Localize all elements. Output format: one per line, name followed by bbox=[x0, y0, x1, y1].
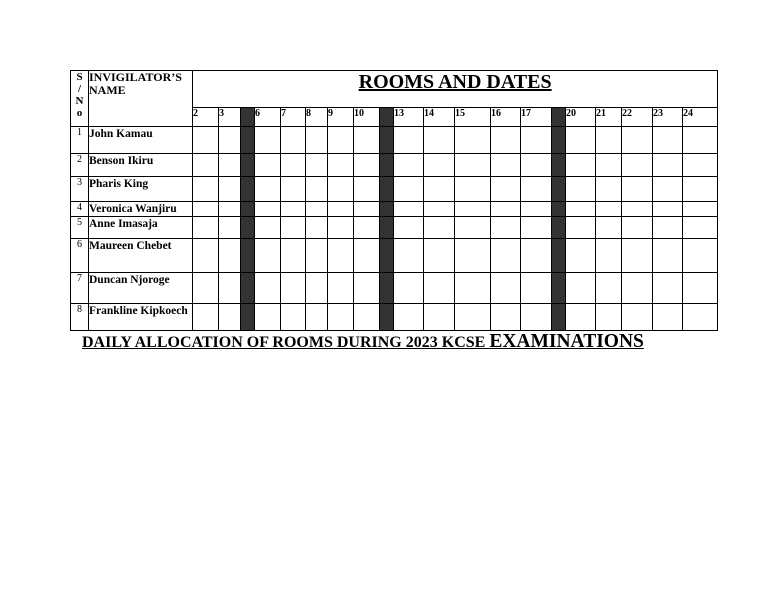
date-header-cell: 3 bbox=[219, 108, 241, 127]
allocation-cell bbox=[566, 217, 596, 239]
allocation-cell bbox=[394, 177, 424, 202]
separator-column bbox=[552, 304, 566, 331]
invigilator-name: Duncan Njoroge bbox=[89, 273, 193, 304]
allocation-cell bbox=[622, 304, 653, 331]
allocation-cell bbox=[424, 177, 455, 202]
allocation-cell bbox=[193, 217, 219, 239]
allocation-cell bbox=[255, 177, 281, 202]
allocation-cell bbox=[306, 304, 328, 331]
allocation-cell bbox=[622, 154, 653, 177]
allocation-cell bbox=[491, 304, 521, 331]
allocation-cell bbox=[328, 202, 354, 217]
allocation-cell bbox=[566, 177, 596, 202]
allocation-cell bbox=[491, 177, 521, 202]
allocation-cell bbox=[328, 273, 354, 304]
serial-number: 2 bbox=[71, 154, 89, 177]
sn-header-s: S bbox=[76, 71, 83, 83]
allocation-cell bbox=[622, 239, 653, 273]
allocation-cell bbox=[455, 127, 491, 154]
sn-header-slash: / bbox=[77, 83, 82, 95]
allocation-cell bbox=[354, 154, 380, 177]
allocation-cell bbox=[491, 202, 521, 217]
serial-number: 3 bbox=[71, 177, 89, 202]
allocation-cell bbox=[596, 177, 622, 202]
date-header-cell: 14 bbox=[424, 108, 455, 127]
separator-column bbox=[552, 177, 566, 202]
serial-number: 5 bbox=[71, 217, 89, 239]
allocation-cell bbox=[521, 202, 552, 217]
date-header-cell: 10 bbox=[354, 108, 380, 127]
allocation-cell bbox=[394, 217, 424, 239]
separator-column bbox=[552, 202, 566, 217]
allocation-cell bbox=[455, 304, 491, 331]
separator-column bbox=[241, 202, 255, 217]
allocation-cell bbox=[653, 239, 683, 273]
date-header-cell: 13 bbox=[394, 108, 424, 127]
separator-column bbox=[380, 127, 394, 154]
allocation-cell bbox=[653, 304, 683, 331]
allocation-cell bbox=[306, 217, 328, 239]
allocation-cell bbox=[683, 202, 718, 217]
allocation-cell bbox=[354, 127, 380, 154]
separator-column bbox=[552, 108, 566, 127]
date-header-cell: 22 bbox=[622, 108, 653, 127]
allocation-cell bbox=[219, 304, 241, 331]
name-header: INVIGILATOR’S NAME bbox=[89, 71, 193, 127]
allocation-cell bbox=[521, 127, 552, 154]
date-header-cell: 2 bbox=[193, 108, 219, 127]
allocation-cell bbox=[424, 202, 455, 217]
document-title-main: DAILY ALLOCATION OF ROOMS DURING 2023 KCSE bbox=[82, 334, 490, 351]
allocation-cell bbox=[354, 273, 380, 304]
allocation-cell bbox=[653, 217, 683, 239]
allocation-cell bbox=[328, 217, 354, 239]
table-row bbox=[71, 304, 718, 331]
allocation-cell bbox=[219, 154, 241, 177]
allocation-cell bbox=[653, 154, 683, 177]
allocation-cell bbox=[354, 177, 380, 202]
allocation-cell bbox=[306, 127, 328, 154]
allocation-cell bbox=[622, 127, 653, 154]
allocation-cell bbox=[424, 239, 455, 273]
allocation-cell bbox=[219, 177, 241, 202]
invigilator-name: Benson Ikiru bbox=[89, 154, 193, 177]
allocation-cell bbox=[596, 304, 622, 331]
date-header-cell: 8 bbox=[306, 108, 328, 127]
allocation-cell bbox=[566, 127, 596, 154]
allocation-cell bbox=[193, 273, 219, 304]
allocation-cell bbox=[491, 154, 521, 177]
invigilator-name: Anne Imasaja bbox=[89, 217, 193, 239]
allocation-cell bbox=[306, 273, 328, 304]
allocation-cell bbox=[354, 217, 380, 239]
allocation-cell bbox=[683, 127, 718, 154]
allocation-cell bbox=[219, 239, 241, 273]
allocation-cell bbox=[683, 177, 718, 202]
serial-number: 1 bbox=[71, 127, 89, 154]
allocation-cell bbox=[424, 154, 455, 177]
allocation-cell bbox=[281, 273, 306, 304]
table-row bbox=[71, 239, 718, 273]
allocation-cell bbox=[281, 239, 306, 273]
allocation-cell bbox=[193, 177, 219, 202]
allocation-cell bbox=[328, 154, 354, 177]
allocation-cell bbox=[255, 239, 281, 273]
allocation-cell bbox=[566, 154, 596, 177]
separator-column bbox=[380, 273, 394, 304]
allocation-cell bbox=[424, 127, 455, 154]
allocation-cell bbox=[193, 304, 219, 331]
allocation-cell bbox=[622, 177, 653, 202]
rooms-dates-title: ROOMS AND DATES bbox=[193, 71, 718, 108]
separator-column bbox=[241, 273, 255, 304]
allocation-cell bbox=[424, 273, 455, 304]
allocation-cell bbox=[521, 239, 552, 273]
table-row bbox=[71, 127, 718, 154]
separator-column bbox=[241, 108, 255, 127]
date-header-cell: 24 bbox=[683, 108, 718, 127]
allocation-cell bbox=[455, 154, 491, 177]
allocation-cell bbox=[306, 154, 328, 177]
allocation-cell bbox=[306, 177, 328, 202]
date-header-cell: 21 bbox=[596, 108, 622, 127]
allocation-cell bbox=[219, 273, 241, 304]
allocation-cell bbox=[328, 127, 354, 154]
allocation-cell bbox=[219, 217, 241, 239]
allocation-cell bbox=[521, 154, 552, 177]
separator-column bbox=[552, 239, 566, 273]
allocation-cell bbox=[455, 239, 491, 273]
allocation-cell bbox=[424, 217, 455, 239]
separator-column bbox=[380, 108, 394, 127]
allocation-cell bbox=[394, 154, 424, 177]
allocation-cell bbox=[354, 202, 380, 217]
date-header-cell: 16 bbox=[491, 108, 521, 127]
allocation-cell bbox=[424, 304, 455, 331]
header-row-top bbox=[71, 71, 718, 108]
allocation-cell bbox=[394, 127, 424, 154]
allocation-cell bbox=[328, 177, 354, 202]
allocation-cell bbox=[255, 202, 281, 217]
invigilator-name: Maureen Chebet bbox=[89, 239, 193, 273]
separator-column bbox=[241, 177, 255, 202]
sn-header bbox=[71, 71, 89, 127]
allocation-table bbox=[70, 70, 718, 331]
allocation-cell bbox=[653, 177, 683, 202]
allocation-cell bbox=[596, 202, 622, 217]
allocation-cell bbox=[566, 239, 596, 273]
allocation-cell bbox=[566, 273, 596, 304]
allocation-cell bbox=[566, 202, 596, 217]
allocation-cell bbox=[566, 304, 596, 331]
invigilator-name: Veronica Wanjiru bbox=[89, 202, 193, 217]
allocation-cell bbox=[281, 177, 306, 202]
allocation-cell bbox=[394, 202, 424, 217]
allocation-cell bbox=[193, 202, 219, 217]
allocation-cell bbox=[653, 202, 683, 217]
date-header-cell: 17 bbox=[521, 108, 552, 127]
separator-column bbox=[380, 239, 394, 273]
allocation-cell bbox=[281, 127, 306, 154]
allocation-cell bbox=[455, 273, 491, 304]
serial-number: 4 bbox=[71, 202, 89, 217]
invigilator-name: John Kamau bbox=[89, 127, 193, 154]
allocation-cell bbox=[521, 177, 552, 202]
allocation-cell bbox=[328, 304, 354, 331]
allocation-cell bbox=[683, 304, 718, 331]
allocation-cell bbox=[596, 239, 622, 273]
allocation-cell bbox=[596, 154, 622, 177]
allocation-cell bbox=[255, 273, 281, 304]
allocation-cell bbox=[394, 304, 424, 331]
table-row bbox=[71, 273, 718, 304]
separator-column bbox=[380, 177, 394, 202]
table-row bbox=[71, 177, 718, 202]
serial-number: 7 bbox=[71, 273, 89, 304]
invigilator-name: Pharis King bbox=[89, 177, 193, 202]
allocation-cell bbox=[491, 127, 521, 154]
allocation-cell bbox=[622, 202, 653, 217]
separator-column bbox=[380, 202, 394, 217]
allocation-cell bbox=[521, 217, 552, 239]
date-header-cell: 9 bbox=[328, 108, 354, 127]
allocation-cell bbox=[255, 127, 281, 154]
allocation-cell bbox=[394, 239, 424, 273]
sn-header-o: o bbox=[76, 107, 83, 119]
table-row bbox=[71, 154, 718, 177]
allocation-cell bbox=[328, 239, 354, 273]
allocation-cell bbox=[219, 127, 241, 154]
allocation-cell bbox=[596, 127, 622, 154]
separator-column bbox=[241, 217, 255, 239]
separator-column bbox=[380, 154, 394, 177]
allocation-cell bbox=[281, 154, 306, 177]
allocation-cell bbox=[491, 217, 521, 239]
allocation-cell bbox=[455, 202, 491, 217]
allocation-cell bbox=[281, 304, 306, 331]
allocation-cell bbox=[521, 304, 552, 331]
separator-column bbox=[380, 304, 394, 331]
document-title-end: EXAMINATIONS bbox=[489, 331, 644, 352]
separator-column bbox=[241, 239, 255, 273]
allocation-cell bbox=[255, 154, 281, 177]
allocation-cell bbox=[521, 273, 552, 304]
allocation-cell bbox=[455, 177, 491, 202]
allocation-cell bbox=[683, 239, 718, 273]
allocation-cell bbox=[653, 273, 683, 304]
allocation-cell bbox=[683, 273, 718, 304]
separator-column bbox=[241, 154, 255, 177]
sn-header-n: N bbox=[75, 95, 84, 107]
allocation-cell bbox=[281, 202, 306, 217]
allocation-cell bbox=[596, 273, 622, 304]
allocation-cell bbox=[306, 239, 328, 273]
date-header-cell: 20 bbox=[566, 108, 596, 127]
allocation-cell bbox=[596, 217, 622, 239]
separator-column bbox=[380, 217, 394, 239]
date-header-cell: 7 bbox=[281, 108, 306, 127]
separator-column bbox=[241, 304, 255, 331]
table-row bbox=[71, 217, 718, 239]
invigilator-name: Frankline Kipkoech bbox=[89, 304, 193, 331]
separator-column bbox=[552, 154, 566, 177]
allocation-cell bbox=[683, 154, 718, 177]
allocation-cell bbox=[622, 273, 653, 304]
table-row bbox=[71, 202, 718, 217]
separator-column bbox=[552, 217, 566, 239]
allocation-cell bbox=[219, 202, 241, 217]
allocation-cell bbox=[683, 217, 718, 239]
allocation-cell bbox=[491, 273, 521, 304]
document-title bbox=[82, 331, 644, 353]
allocation-cell bbox=[255, 217, 281, 239]
allocation-cell bbox=[491, 239, 521, 273]
serial-number: 6 bbox=[71, 239, 89, 273]
separator-column bbox=[552, 273, 566, 304]
separator-column bbox=[552, 127, 566, 154]
allocation-cell bbox=[622, 217, 653, 239]
allocation-cell bbox=[653, 127, 683, 154]
allocation-cell bbox=[394, 273, 424, 304]
invigilator-rows bbox=[71, 127, 718, 331]
allocation-cell bbox=[306, 202, 328, 217]
separator-column bbox=[241, 127, 255, 154]
date-header-cell: 15 bbox=[455, 108, 491, 127]
date-header-cell: 6 bbox=[255, 108, 281, 127]
date-header-cell: 23 bbox=[653, 108, 683, 127]
allocation-cell bbox=[255, 304, 281, 331]
allocation-cell bbox=[193, 127, 219, 154]
allocation-cell bbox=[455, 217, 491, 239]
allocation-cell bbox=[193, 239, 219, 273]
allocation-cell bbox=[193, 154, 219, 177]
serial-number: 8 bbox=[71, 304, 89, 331]
allocation-cell bbox=[281, 217, 306, 239]
allocation-cell bbox=[354, 239, 380, 273]
allocation-cell bbox=[354, 304, 380, 331]
